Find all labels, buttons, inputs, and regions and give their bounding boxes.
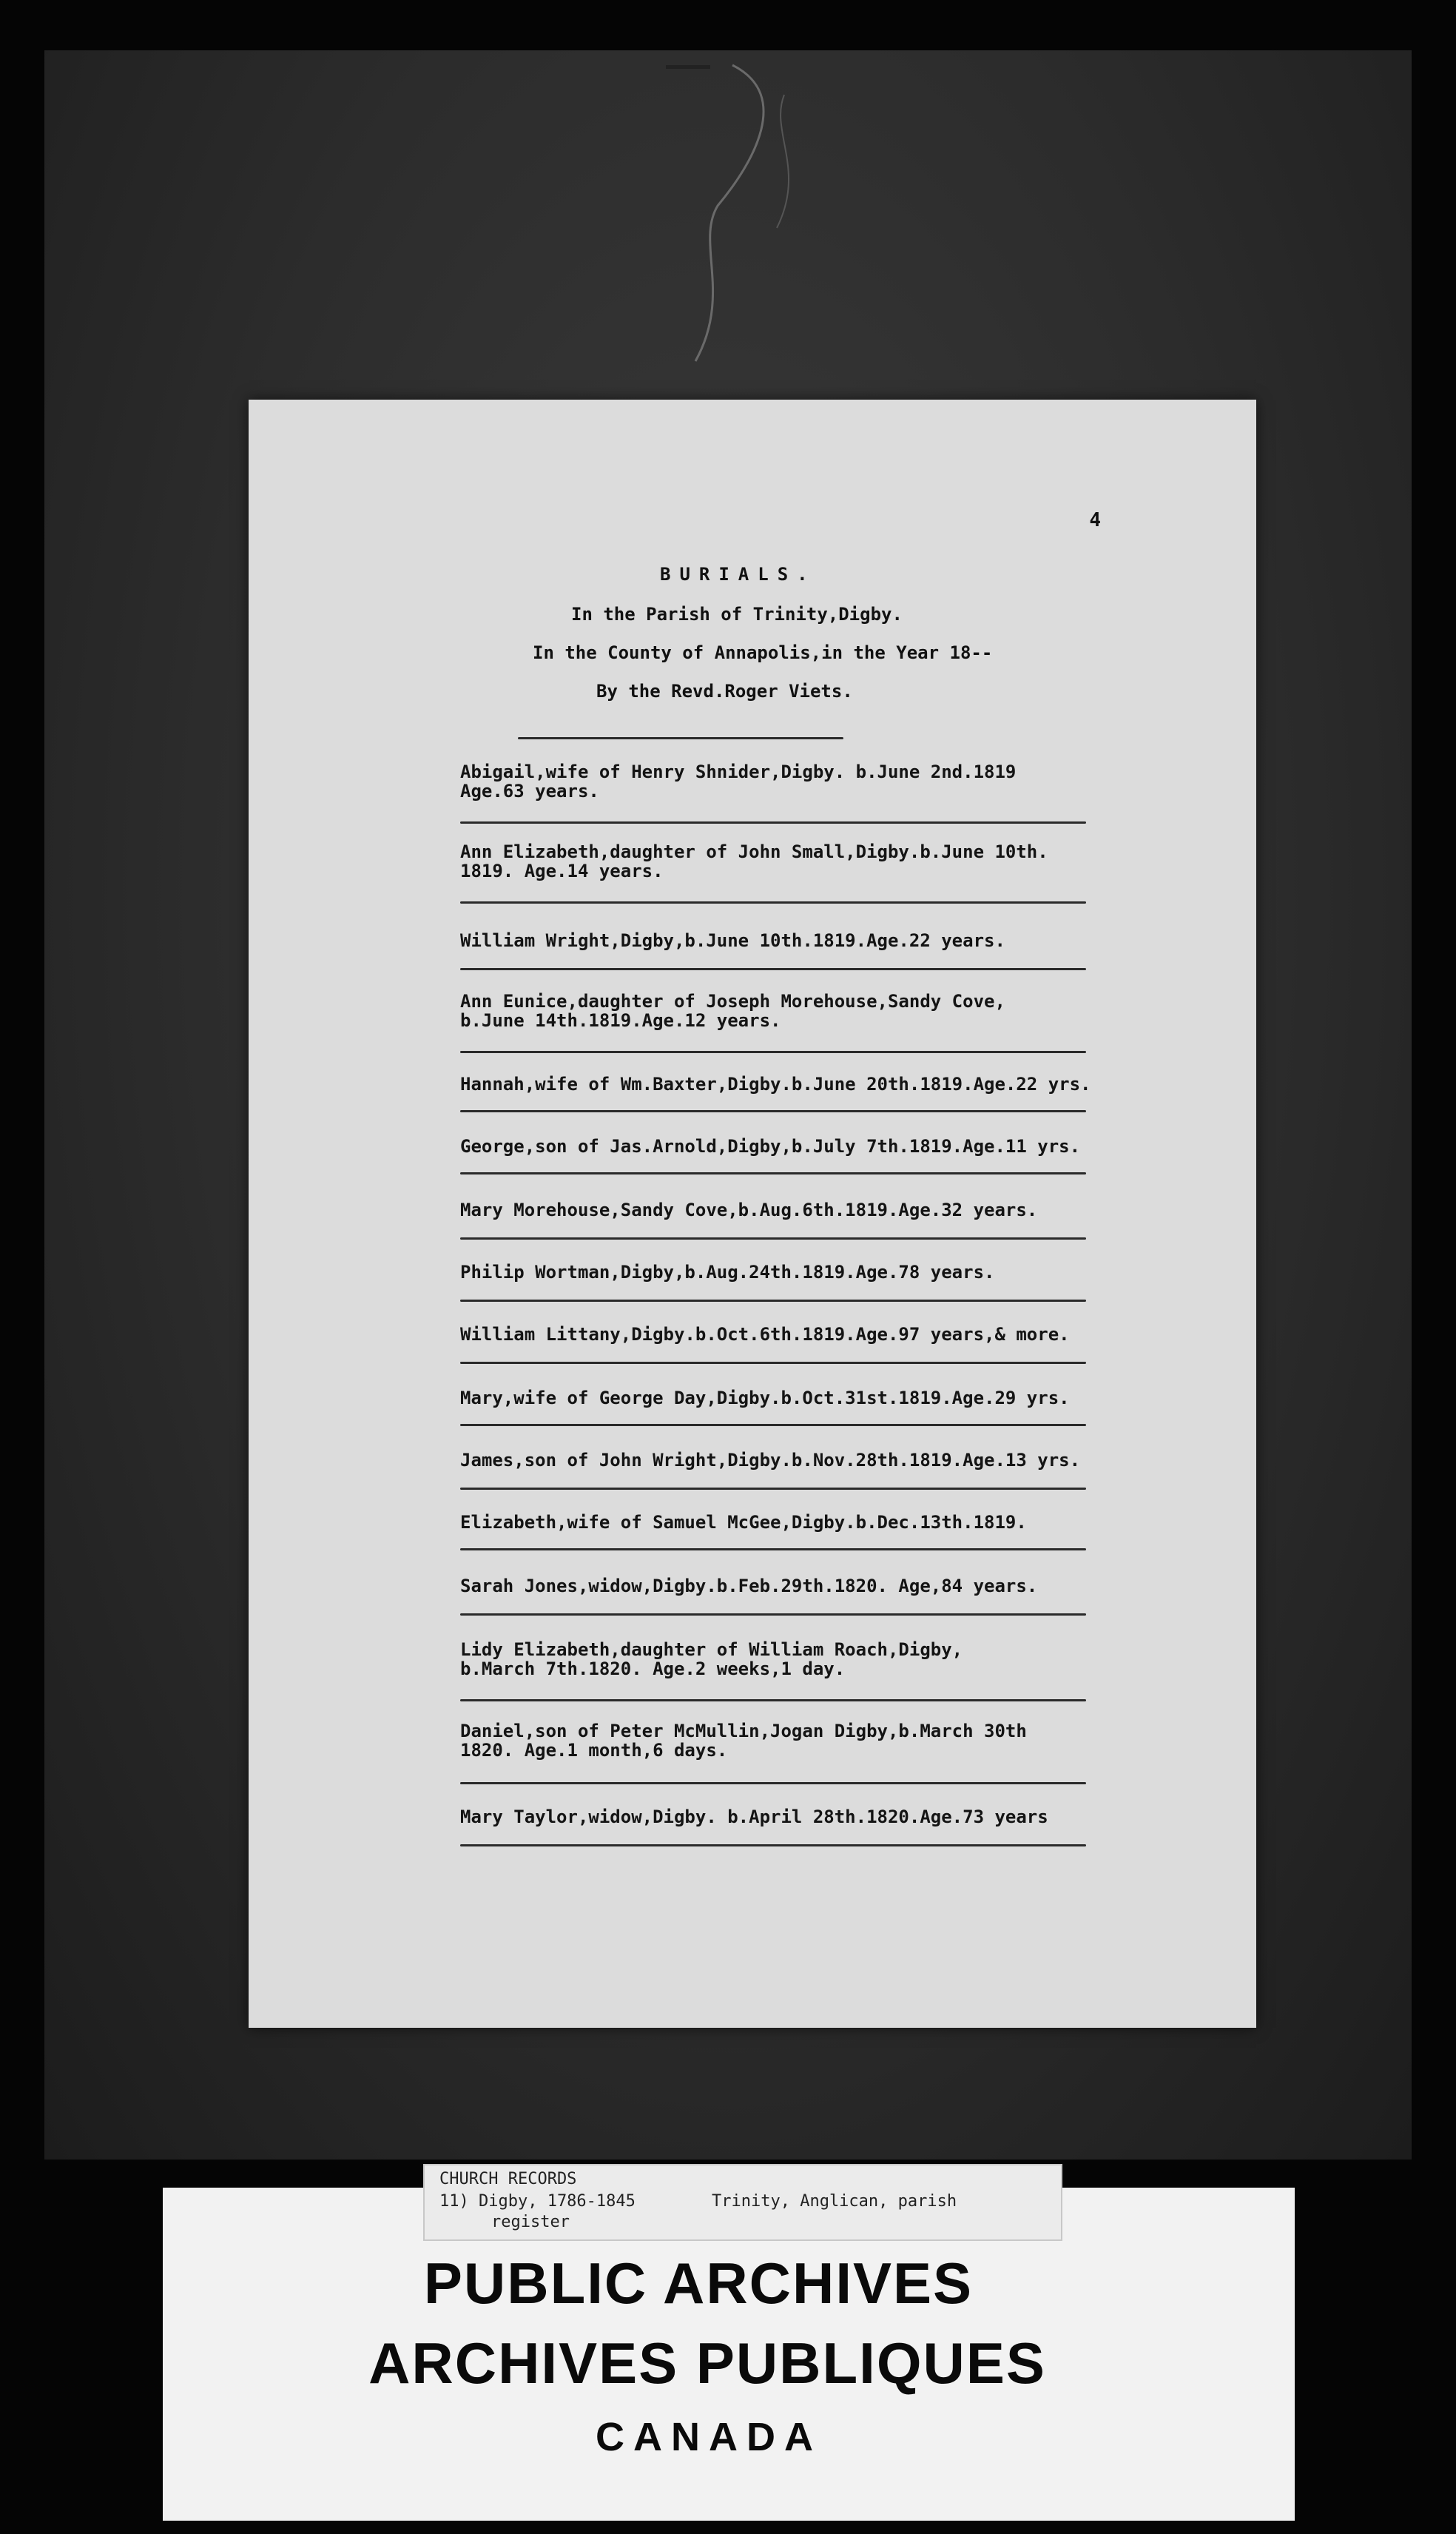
burial-entry: Mary,wife of George Day,Digby.b.Oct.31st.1819.Age.29 yrs. — [460, 1388, 1070, 1408]
burial-entry: Lidy Elizabeth,daughter of William Roach,Digby, b.March 7th.1820. Age.2 weeks,1 day. — [460, 1639, 963, 1679]
record-description-cont: register — [491, 2213, 570, 2231]
entry-divider — [460, 1172, 1086, 1174]
record-item: 11) Digby, 1786-1845 — [439, 2192, 636, 2211]
entry-divider — [460, 1110, 1086, 1112]
burial-entry: William Wright,Digby,b.June 10th.1819.Age.22 years. — [460, 930, 1005, 951]
burial-entry: Elizabeth,wife of Samuel McGee,Digby.b.Dec.13th.1819. — [460, 1512, 1027, 1533]
entry-divider — [460, 1237, 1086, 1240]
entry-divider — [460, 901, 1086, 904]
archives-title-en: PUBLIC ARCHIVES — [423, 2251, 974, 2316]
burial-entry: Sarah Jones,widow,Digby.b.Feb.29th.1820. Age,84 years. — [460, 1576, 1038, 1596]
entry-divider — [460, 1548, 1086, 1550]
burial-entry: Hannah,wife of Wm.Baxter,Digby.b.June 20th.1819.Age.22 yrs. — [460, 1074, 1091, 1095]
entry-divider — [460, 821, 1086, 824]
entry-divider — [460, 1051, 1086, 1053]
register-title: BURIALS. — [660, 564, 817, 585]
entry-divider — [460, 1699, 1086, 1701]
burial-entry: William Littany,Digby.b.Oct.6th.1819.Age.97 years,& more. — [460, 1324, 1070, 1345]
burial-entry: Ann Elizabeth,daughter of John Small,Digby.b.June 10th. 1819. Age.14 years. — [460, 841, 1048, 881]
clergy-line: By the Revd.Roger Viets. — [596, 681, 853, 702]
burial-entry: Ann Eunice,daughter of Joseph Morehouse,Sandy Cove, b.June 14th.1819.Age.12 years. — [460, 991, 1005, 1031]
header-divider — [518, 737, 843, 739]
record-category: CHURCH RECORDS — [439, 2170, 577, 2188]
entry-divider — [460, 1362, 1086, 1364]
burial-entry: Mary Taylor,widow,Digby. b.April 28th.1820.Age.73 years — [460, 1807, 1048, 1827]
entry-divider — [460, 1782, 1086, 1784]
entry-divider — [460, 1488, 1086, 1490]
burial-entry: Abigail,wife of Henry Shnider,Digby. b.June 2nd.1819 Age.63 years. — [460, 762, 1017, 801]
burial-entry: Daniel,son of Peter McMullin,Jogan Digby,b.March 30th 1820. Age.1 month,6 days. — [460, 1721, 1027, 1761]
entry-divider — [460, 1424, 1086, 1426]
burial-entry: Philip Wortman,Digby,b.Aug.24th.1819.Age.78 years. — [460, 1262, 995, 1283]
county-line: In the County of Annapolis,in the Year 18-- — [533, 642, 993, 663]
entry-divider — [460, 1300, 1086, 1302]
register-page — [249, 400, 1256, 2028]
record-tag — [423, 2164, 1062, 2241]
burial-entry: George,son of Jas.Arnold,Digby,b.July 7th.1819.Age.11 yrs. — [460, 1136, 1081, 1157]
archives-country: CANADA — [596, 2415, 822, 2459]
parish-line: In the Parish of Trinity,Digby. — [571, 604, 903, 625]
archives-title-fr: ARCHIVES PUBLIQUES — [368, 2330, 1046, 2396]
record-description: Trinity, Anglican, parish — [712, 2192, 957, 2211]
entry-divider — [460, 1613, 1086, 1616]
burial-entry: Mary Morehouse,Sandy Cove,b.Aug.6th.1819.Age.32 years. — [460, 1200, 1038, 1220]
entry-divider — [460, 968, 1086, 970]
page-number: 4 — [1089, 509, 1101, 531]
burial-entry: James,son of John Wright,Digby.b.Nov.28th.1819.Age.13 yrs. — [460, 1450, 1081, 1471]
entry-divider — [460, 1844, 1086, 1846]
